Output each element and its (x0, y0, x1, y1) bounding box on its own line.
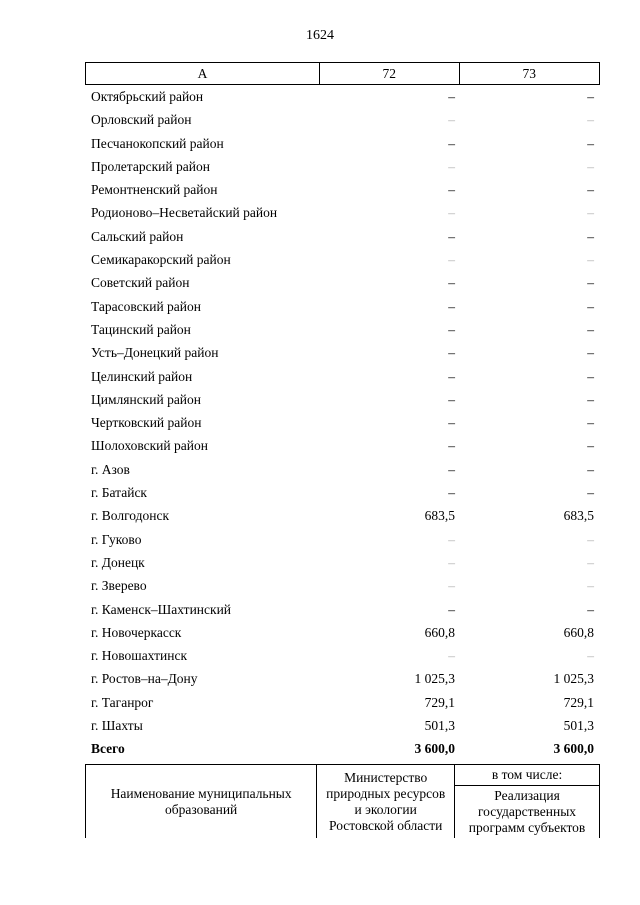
row-value-72: – (448, 205, 455, 221)
row-name: Цимлянский район (91, 391, 202, 407)
row-value-72: 1 025,3 (414, 671, 455, 687)
row-value-73: – (587, 182, 594, 198)
table-row (85, 365, 600, 388)
row-value-72: – (448, 252, 455, 268)
total-row (85, 737, 600, 760)
row-value-73: – (587, 112, 594, 128)
row-value-73: – (587, 438, 594, 454)
row-value-72: – (448, 321, 455, 337)
row-value-72: – (448, 112, 455, 128)
row-name: Шолоховский район (91, 438, 208, 454)
table-row (85, 108, 600, 131)
table-row (85, 248, 600, 271)
row-name: г. Донецк (91, 554, 145, 570)
row-name: г. Зверево (91, 578, 147, 594)
row-value-72: – (448, 275, 455, 291)
row-value-72: 501,3 (424, 718, 455, 734)
row-name: Тарасовский район (91, 298, 201, 314)
table-row (85, 201, 600, 224)
row-name: Сальский район (91, 228, 184, 244)
row-name: Родионово–Несветайский район (91, 205, 278, 221)
table-row (85, 528, 600, 551)
row-value-72: – (448, 368, 455, 384)
row-value-72: 3 600,0 (414, 741, 455, 757)
row-value-72: 729,1 (424, 694, 455, 710)
row-name: г. Новошахтинск (91, 648, 187, 664)
row-value-73: – (587, 252, 594, 268)
row-value-72: 683,5 (424, 508, 455, 524)
row-value-73: 660,8 (563, 624, 594, 640)
row-name: Орловский район (91, 112, 192, 128)
table-row (85, 178, 600, 201)
header-col-72: 72 (320, 63, 459, 85)
row-name: Пролетарский район (91, 158, 210, 174)
row-value-73: – (587, 345, 594, 361)
row-value-72: – (448, 485, 455, 501)
row-value-72: – (448, 89, 455, 104)
row-value-73: – (587, 391, 594, 407)
header-col-a: А (86, 63, 320, 85)
header-col-73: 73 (459, 63, 599, 85)
table-row (85, 295, 600, 318)
row-value-72: – (448, 391, 455, 407)
row-value-73: – (587, 578, 594, 594)
row-value-73: – (587, 485, 594, 501)
row-name: Советский район (91, 275, 190, 291)
row-name: Усть–Донецкий район (91, 345, 219, 361)
row-value-72: – (448, 601, 455, 617)
row-value-72: – (448, 228, 455, 244)
header-ministry: Министерство природных ресурсов и экологии Ростовской области (317, 765, 455, 839)
row-name: Ремонтненский район (91, 182, 218, 198)
row-value-73: – (587, 135, 594, 151)
row-name: г. Ростов–на–Дону (91, 671, 198, 687)
row-value-73: – (587, 415, 594, 431)
table-row (85, 132, 600, 155)
row-value-73: – (587, 205, 594, 221)
row-value-73: – (587, 368, 594, 384)
row-name: Семикаракорский район (91, 252, 231, 268)
row-value-72: – (448, 135, 455, 151)
table-row (85, 667, 600, 690)
row-name: г. Шахты (91, 718, 143, 734)
row-name: г. Азов (91, 461, 130, 477)
table-row (85, 434, 600, 457)
table-row (85, 481, 600, 504)
row-value-73: 683,5 (563, 508, 594, 524)
table-row (85, 551, 600, 574)
table-row (85, 691, 600, 714)
row-name: Тацинский район (91, 321, 191, 337)
row-value-73: 3 600,0 (553, 741, 594, 757)
row-value-73: 1 025,3 (553, 671, 594, 687)
table-row (85, 504, 600, 527)
row-name: г. Каменск–Шахтинский (91, 601, 232, 617)
table-row (85, 411, 600, 434)
row-value-73: – (587, 601, 594, 617)
page-number: 1624 (306, 28, 334, 43)
header-municipal-names: Наименование муниципальных образований (86, 765, 317, 839)
row-value-73: – (587, 321, 594, 337)
row-value-72: – (448, 531, 455, 547)
row-value-73: – (587, 158, 594, 174)
row-value-72: 660,8 (424, 624, 455, 640)
table-row (85, 598, 600, 621)
row-value-73: – (587, 554, 594, 570)
row-value-73: – (587, 531, 594, 547)
table-row (85, 621, 600, 644)
table-row (85, 318, 600, 341)
table-header (85, 62, 600, 85)
table-row (85, 225, 600, 248)
row-value-72: – (448, 461, 455, 477)
table-body (85, 85, 600, 761)
row-name: Целинский район (91, 368, 193, 384)
header-including: в том числе: (455, 765, 600, 786)
row-name: г. Таганрог (91, 694, 154, 710)
row-value-73: 729,1 (563, 694, 594, 710)
row-value-72: – (448, 158, 455, 174)
row-name: г. Батайск (91, 485, 147, 501)
row-value-72: – (448, 182, 455, 198)
row-value-72: – (448, 578, 455, 594)
row-value-72: – (448, 438, 455, 454)
table-row (85, 644, 600, 667)
row-value-73: 501,3 (563, 718, 594, 734)
row-value-72: – (448, 554, 455, 570)
row-value-73: – (587, 89, 594, 104)
row-value-72: – (448, 648, 455, 664)
table-row (85, 714, 600, 737)
table-row (85, 271, 600, 294)
row-name: г. Гуково (91, 531, 142, 547)
row-value-72: – (448, 345, 455, 361)
row-value-73: – (587, 228, 594, 244)
row-value-73: – (587, 275, 594, 291)
second-table-header (85, 764, 600, 838)
row-value-73: – (587, 298, 594, 314)
table-row (85, 458, 600, 481)
row-name: Октябрьский район (91, 89, 204, 104)
row-name: Чертковский район (91, 415, 202, 431)
header-state-programs: Реализация государственных программ субъектов (455, 786, 600, 839)
row-value-72: – (448, 298, 455, 314)
row-name: г. Новочеркасск (91, 624, 182, 640)
row-name: Песчанокопский район (91, 135, 224, 151)
row-name: г. Волгодонск (91, 508, 170, 524)
table-row (85, 341, 600, 364)
row-value-73: – (587, 648, 594, 664)
table-row (85, 155, 600, 178)
table-row (85, 574, 600, 597)
row-value-73: – (587, 461, 594, 477)
table-row (85, 388, 600, 411)
row-value-72: – (448, 415, 455, 431)
row-name: Всего (91, 741, 125, 757)
table-row (85, 85, 600, 108)
